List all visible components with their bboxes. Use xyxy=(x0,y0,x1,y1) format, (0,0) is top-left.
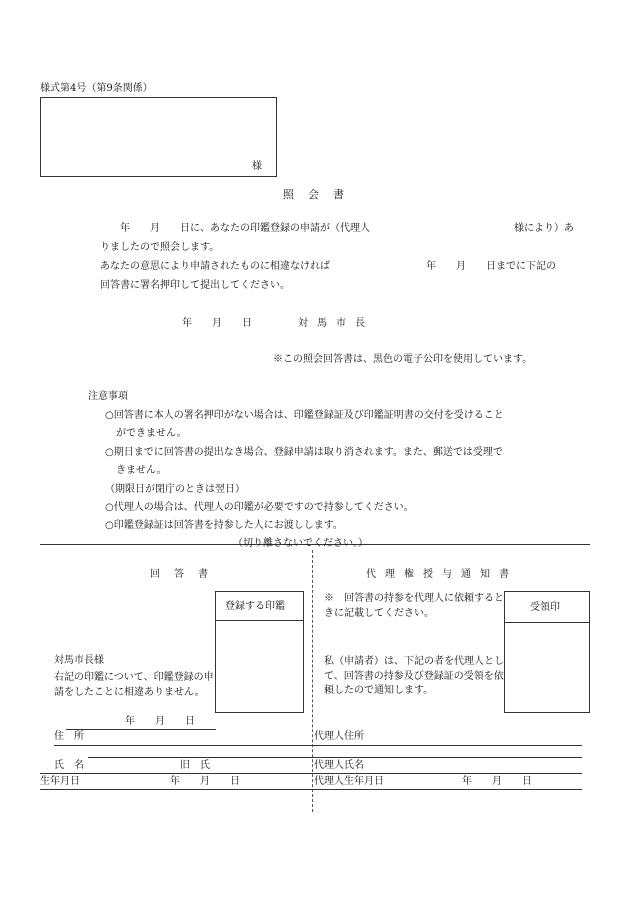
document-title: 照会書 xyxy=(283,188,358,201)
registered-seal-box xyxy=(215,591,304,713)
reply-title: 回答書 xyxy=(150,569,222,580)
note-item-1: ○回答書に本人の署名押印がない場合は、印鑑登録証及び印鑑証明書の交付を受けること xyxy=(105,410,504,421)
note-item-5: ○印鑑登録証は回答書を持参した人にお渡しします。 xyxy=(105,520,343,531)
note-item-3: （期限日が閉庁のときは翌日） xyxy=(105,484,245,495)
body-line1-end: 様により）あ xyxy=(514,223,574,234)
reply-former-name-label: 旧 氏 xyxy=(180,760,210,771)
addressee-suffix: 様 xyxy=(252,161,262,172)
proxy-address-line xyxy=(312,745,582,746)
receipt-seal-box xyxy=(504,591,590,713)
body-line2: りましたので照会します。 xyxy=(100,242,220,253)
reply-addressee: 対馬市長様 xyxy=(54,655,104,666)
seal-notice: ※この照会回答書は、黒色の電子公印を使用しています。 xyxy=(273,354,533,365)
reply-date: 年 月 日 xyxy=(125,716,195,727)
note-item-1-cont: ができません。 xyxy=(116,428,187,439)
note-item-2-cont: きません。 xyxy=(116,465,167,476)
proxy-note: ※ 回答書の持参を代理人に依頼するときに記載してください。 xyxy=(324,593,504,619)
proxy-name-line xyxy=(312,773,582,774)
receipt-seal-label: 受領印 xyxy=(530,602,560,613)
proxy-address-line-2 xyxy=(312,757,582,758)
body-line3-date: 年 月 日までに下記の xyxy=(426,261,556,272)
body-line3: あなたの意思により申請されたものに相違なければ xyxy=(100,261,330,272)
proxy-statement: 私（申請者）は、下記の者を代理人として、回答書の持参及び登録証の受領を依頼したので通知します。 xyxy=(324,656,504,696)
proxy-birth-date: 年 月 日 xyxy=(462,776,532,787)
reply-date-line xyxy=(66,729,216,730)
form-number: 様式第4号（第9条関係） xyxy=(40,83,153,94)
reply-birth-date: 年 月 日 xyxy=(170,776,240,787)
proxy-title: 代理権授与通知書 xyxy=(366,569,518,580)
reply-address-line xyxy=(54,745,312,746)
reply-birth-label: 生年月日 xyxy=(40,776,80,787)
reply-address-line-2 xyxy=(88,757,312,758)
reply-birth-line xyxy=(40,789,312,790)
reply-address-label: 住 所 xyxy=(54,731,84,742)
cut-line-label: （切り離さないでください。） xyxy=(233,538,368,549)
issuer-name: 対馬市長 xyxy=(298,318,374,329)
receipt-seal-header xyxy=(504,591,590,623)
addressee-box xyxy=(40,97,277,177)
note-item-4: ○代理人の場合は、代理人の印鑑が必要ですので持参してください。 xyxy=(105,502,414,513)
proxy-name-label: 代理人氏名 xyxy=(314,760,364,771)
registered-seal-label: 登録する印鑑 xyxy=(225,601,285,612)
proxy-birth-line xyxy=(312,789,582,790)
reply-statement: 右記の印鑑について、印鑑登録の申請をしたことに相違ありません。 xyxy=(54,672,214,698)
reply-name-label: 氏 名 xyxy=(54,760,84,771)
note-item-2: ○期日までに回答書の提出なき場合、登録申請は取り消されます。また、郵送では受理で xyxy=(105,447,503,458)
proxy-address-label: 代理人住所 xyxy=(314,731,364,742)
body-line4: 回答書に署名押印して提出してください。 xyxy=(100,280,290,291)
proxy-birth-label: 代理人生年月日 xyxy=(314,776,384,787)
notes-heading: 注意事項 xyxy=(88,391,128,402)
issuer-date: 年 月 日 xyxy=(182,318,252,329)
body-line1: 年 月 日に、あなたの印鑑登録の申請が（代理人 xyxy=(120,223,370,234)
reply-name-line xyxy=(40,773,312,774)
registered-seal-header xyxy=(215,591,304,621)
